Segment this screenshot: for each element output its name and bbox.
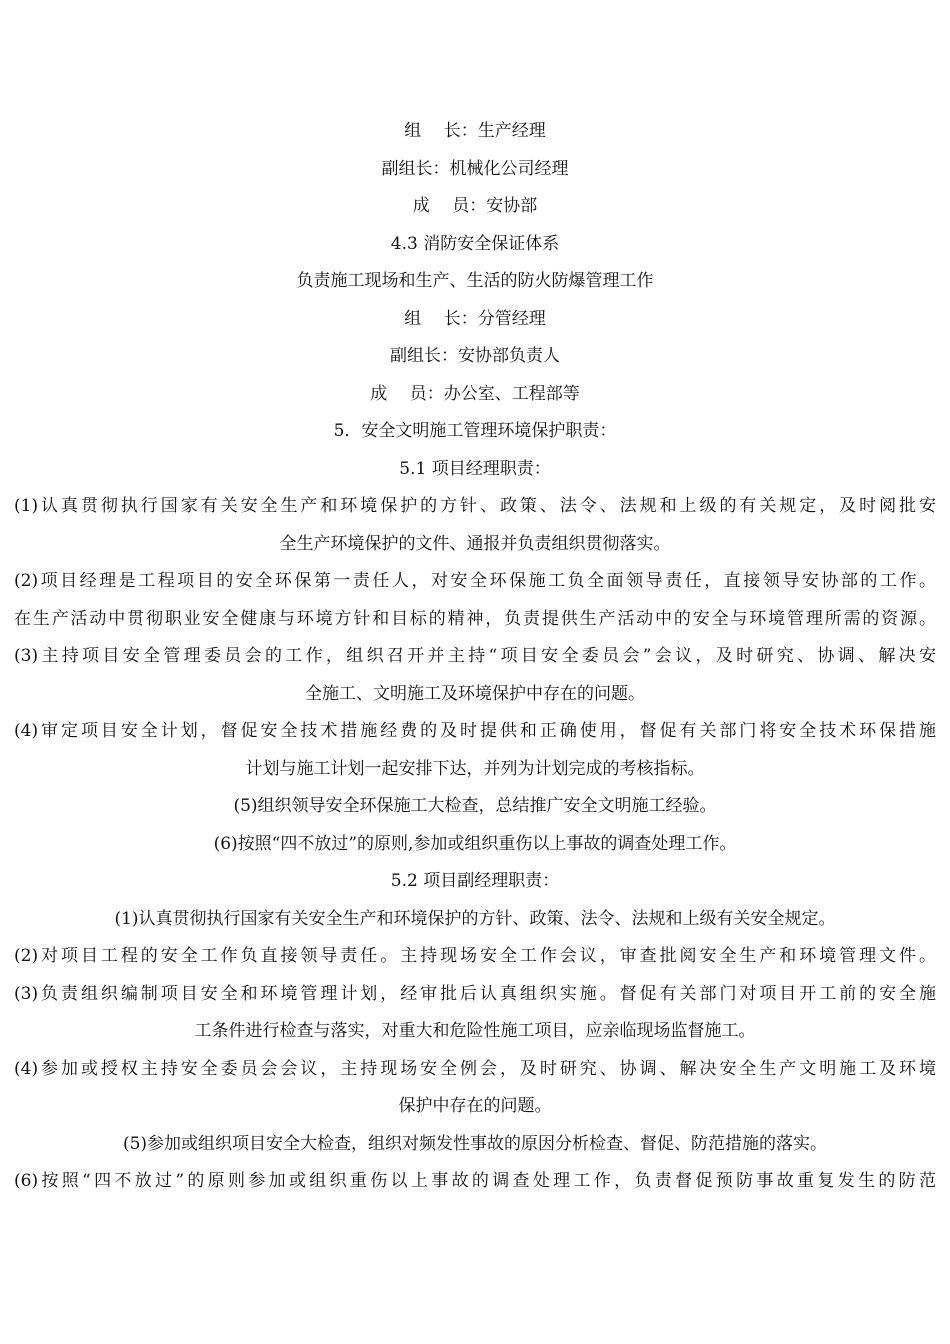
subsection-heading: 5.2 项目副经理职责：: [390, 871, 560, 891]
subsection-heading: 5.1 项目经理职责：: [399, 458, 551, 479]
paragraph-line: (6)按照“四不放过”的原则参加或组织重伤以上事故的调查处理工作，负责督促预防事故重复发生的防范: [14, 1171, 936, 1191]
paragraph-line: 工条件进行检查与落实，对重大和危险性施工项目，应亲临现场监督施工。: [194, 1021, 756, 1041]
deputy-leader-line: 副组长：安协部负责人: [390, 346, 560, 366]
paragraph-line: (6)按照“四不放过”的原则,参加或组织重伤以上事故的调查处理工作。: [213, 833, 737, 854]
leader-line: 组 长：生产经理: [404, 121, 546, 141]
paragraph-line: 全施工、文明施工及环境保护中存在的问题。: [305, 683, 645, 704]
members-line: 成 员：安协部: [412, 196, 538, 216]
paragraph-line: (1)认真贯彻执行国家有关安全生产和环境保护的方针、政策、法令、法规和上级的有关规定，及时阅批安: [14, 496, 936, 516]
members-line: 成 员：办公室、工程部等: [370, 383, 580, 404]
paragraph-line: (5)参加或组织项目安全大检查，组织对频发性事故的原因分析检查、督促、防范措施的落实。: [122, 1133, 828, 1154]
section-description: 负责施工现场和生产、生活的防火防爆管理工作: [296, 271, 654, 291]
paragraph-line: 保护中存在的问题。: [398, 1096, 552, 1116]
section-heading: 5．安全文明施工管理环境保护职责：: [333, 421, 617, 441]
document-body: [14, 113, 936, 1201]
leader-line: 组 长：分管经理: [404, 308, 546, 329]
paragraph-line: 在生产活动中贯彻职业安全健康与环境方针和目标的精神，负责提供生产活动中的安全与环境管理所需的资源。: [14, 608, 936, 629]
paragraph-line: (4)审定项目安全计划，督促安全技术措施经费的及时提供和正确使用，督促有关部门将安全技术环保措施: [14, 721, 936, 741]
section-heading: 4.3 消防安全保证体系: [390, 233, 560, 254]
paragraph-line: (5)组织领导安全环保施工大检查，总结推广安全文明施工经验。: [233, 796, 717, 816]
paragraph-line: (2)项目经理是工程项目的安全环保第一责任人，对安全环保施工负全面领导责任，直接领导安协部的工作。: [14, 571, 936, 591]
paragraph-line: 计划与施工计划一起安排下达，并列为计划完成的考核指标。: [245, 758, 705, 779]
paragraph-line: (1)认真贯彻执行国家有关安全生产和环境保护的方针、政策、法令、法规和上级有关安全规定。: [114, 908, 836, 929]
paragraph-line: (3)负责组织编制项目安全和环境管理计划，经审批后认真组织实施。督促有关部门对项目开工前的安全施: [14, 983, 936, 1004]
deputy-leader-line: 副组长：机械化公司经理: [381, 158, 569, 179]
paragraph-line: (3)主持项目安全管理委员会的工作，组织召开并主持“项目安全委员会”会议，及时研究、协调、解决安: [14, 646, 936, 666]
paragraph-line: 全生产环境保护的文件、通报并负责组织贯彻落实。: [279, 533, 671, 554]
paragraph-line: (4)参加或授权主持安全委员会会议，主持现场安全例会，及时研究、协调、解决安全生产文明施工及环境: [14, 1058, 936, 1079]
paragraph-line: (2)对项目工程的安全工作负直接领导责任。主持现场安全工作会议，审查批阅安全生产和环境管理文件。: [14, 946, 936, 966]
